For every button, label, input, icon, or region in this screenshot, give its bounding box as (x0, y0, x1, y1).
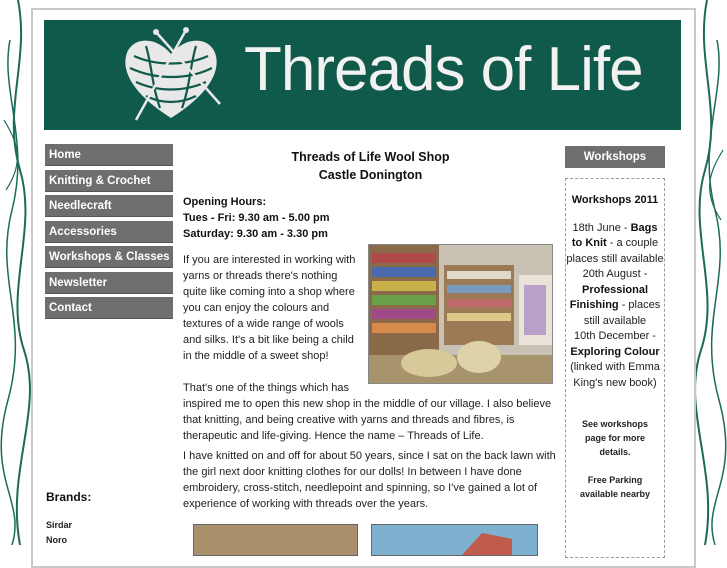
header-banner (44, 20, 681, 130)
nav-knitting-crochet[interactable]: Knitting & Crochet (45, 170, 173, 192)
workshops-title: Workshops 2011 (571, 194, 659, 206)
brand-link[interactable]: Sirdar (46, 520, 73, 530)
yarn-photo-thumbnail (193, 524, 358, 556)
decorative-swirl-right (693, 0, 727, 545)
opening-hours (183, 194, 558, 242)
hours-weekday: Tues - Fri: 9.30 am - 5.00 pm (183, 212, 330, 224)
text-line: quite like coming into a shop where (183, 286, 355, 298)
text-line: embroidery, cross-stitch, needlepoint and spinning, so I've gained a lot of (183, 482, 538, 494)
site-title: Threads of Life (244, 35, 643, 104)
workshop-name: Exploring Colour (570, 345, 660, 358)
workshop-name: Bags to Knit (571, 221, 658, 249)
brand-link[interactable]: Noro (46, 535, 67, 545)
intro-paragraph (183, 252, 363, 364)
parking-note: Free Parking available nearby (579, 475, 651, 499)
workshop-date: 20th August - (582, 268, 648, 280)
shop-interior-photo (368, 244, 553, 384)
workshop-item (566, 267, 664, 329)
experience-paragraph (183, 448, 558, 512)
text-line: yarns or threads there's nothing (183, 270, 338, 282)
text-line: If you are interested in working with (183, 254, 356, 266)
text-line: inspired me to open this new shop in the middle of our village. I also believe (183, 398, 552, 410)
workshop-note: - places still available (583, 299, 661, 327)
workshop-date: 10th December - (574, 330, 656, 342)
hours-heading: Opening Hours: (183, 196, 267, 208)
text-line: in the middle of a sweet shop! (183, 350, 329, 362)
text-line: experience of working with threads over the years. (183, 498, 429, 510)
text-line: That's one of the things which has (183, 382, 349, 394)
see-workshops-link[interactable]: See workshops page for more details. (581, 419, 649, 457)
inspiration-paragraph (183, 380, 558, 444)
brands-heading: Brands: (46, 490, 92, 504)
workshop-item (566, 221, 664, 268)
workshop-date: 18th June - (572, 221, 631, 234)
nav-needlecraft[interactable]: Needlecraft (45, 195, 173, 217)
yarn-heart-logo-icon (116, 26, 226, 126)
hours-saturday: Saturday: 9.30 am - 3.30 pm (183, 228, 328, 240)
text-line: and silks. It's a bit like being a child (183, 334, 354, 346)
nav-contact[interactable]: Contact (45, 297, 173, 319)
workshop-item (566, 329, 664, 391)
workshops-header[interactable]: Workshops (565, 146, 665, 168)
text-line: I have knitted on and off for about 50 years, since I sat on the back lawn with (183, 450, 556, 462)
decorative-swirl-left (0, 0, 34, 545)
text-line: that knitting, and being creative with yarns and threads and fibres, is (183, 414, 515, 426)
text-line: therapeutic and life-giving. Hence the name – Threads of Life. (183, 430, 484, 442)
text-line: the girl next door knitting clothes for our dolls! In between I have done (183, 466, 522, 478)
nav-home[interactable]: Home (45, 144, 173, 166)
text-line: textures of a wide range of wools (183, 318, 344, 330)
page-title: Threads of Life Wool Shop (291, 150, 450, 164)
nav-newsletter[interactable]: Newsletter (45, 272, 173, 294)
workshop-name: Professional Finishing (569, 283, 649, 311)
nav-workshops-classes[interactable]: Workshops & Classes (45, 246, 173, 268)
page-subtitle: Castle Donington (318, 168, 423, 182)
main-navigation (45, 144, 173, 323)
workshops-panel (565, 178, 665, 558)
workshop-note: (linked with Emma King's new book) (570, 361, 660, 389)
workshop-note: - a couple places still available (566, 237, 664, 265)
nav-accessories[interactable]: Accessories (45, 221, 173, 243)
text-line: you can enjoy the colours and (183, 302, 330, 314)
shop-exterior-thumbnail (371, 524, 538, 556)
